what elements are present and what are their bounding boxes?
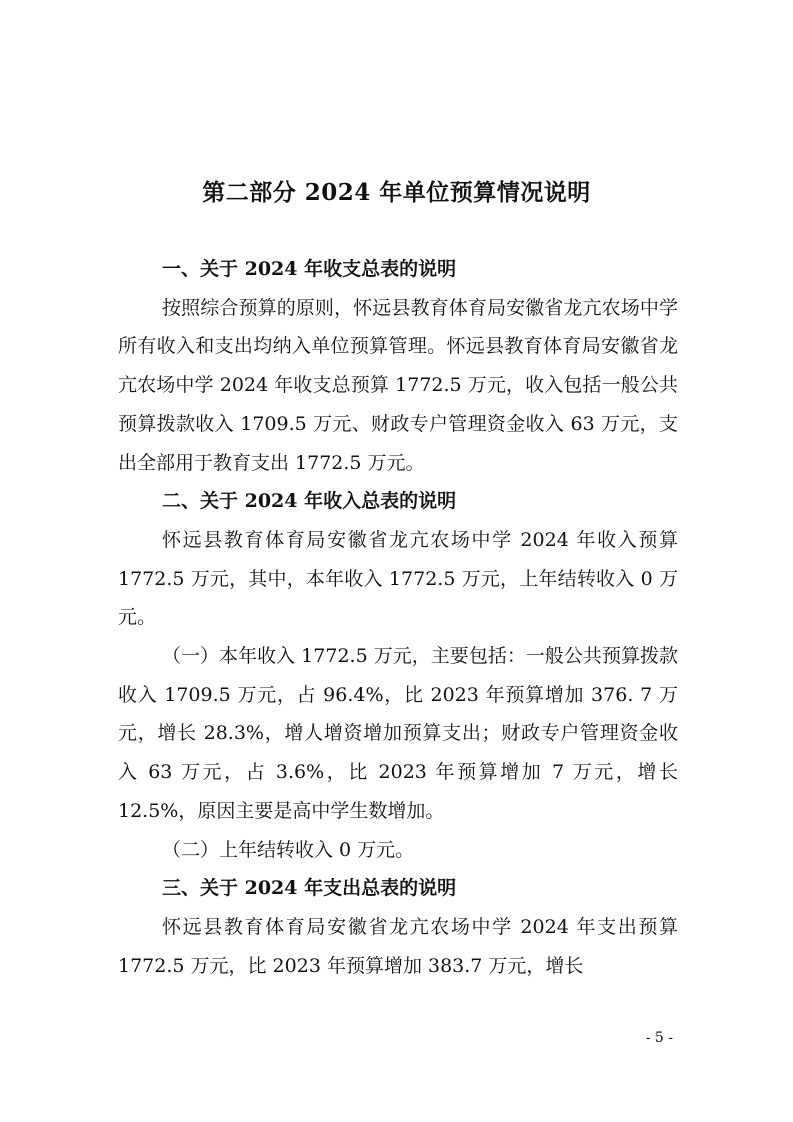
paragraph-1: 按照综合预算的原则，怀远县教育体育局安徽省龙亢农场中学所有收入和支出均纳入单位预算管理。怀远县教育体育局安徽省龙亢农场中学 2024 年收支总预算 1772.5 万元，收入包括一般公共预算拨款收入 1709.5 万元、财政专户管理资金收入 63 万元，支出全部用于教育支出 1772.5 万元。 [118,296,678,474]
document-title: 第二部分 2024 年单位预算情况说明 [202,179,591,206]
paragraph-3: （一）本年收入 1772.5 万元，主要包括：一般公共预算拨款收入 1709.5 万元，占 96.4%，比 2023 年预算增加 376. 7 万元，增长 28.3%，增人增资增加预算支出；财政专户管理资金收入 63 万元，占 3.6%，比 2023 年预算增加 7 万元，增长 12.5%，原因主要是高中学生数增加。 [118,645,678,822]
page-number: - 5 - [645,1030,673,1046]
section-heading-3: 三、关于 2024 年支出总表的说明 [162,877,457,900]
document-body [118,250,678,985]
paragraph-5: 怀远县教育体育局安徽省龙亢农场中学 2024 年支出预算 1772.5 万元，比 2023 年预算增加 383.7 万元，增长 [118,915,678,977]
section-heading-2: 二、关于 2024 年收入总表的说明 [162,490,457,513]
paragraph-4: （二）上年结转收入 0 万元。 [162,838,415,861]
section-heading-1: 一、关于 2024 年收支总表的说明 [162,258,457,280]
paragraph-2: 怀远县教育体育局安徽省龙亢农场中学 2024 年收入预算 1772.5 万元，其中，本年收入 1772.5 万元，上年结转收入 0 万元。 [118,528,678,629]
